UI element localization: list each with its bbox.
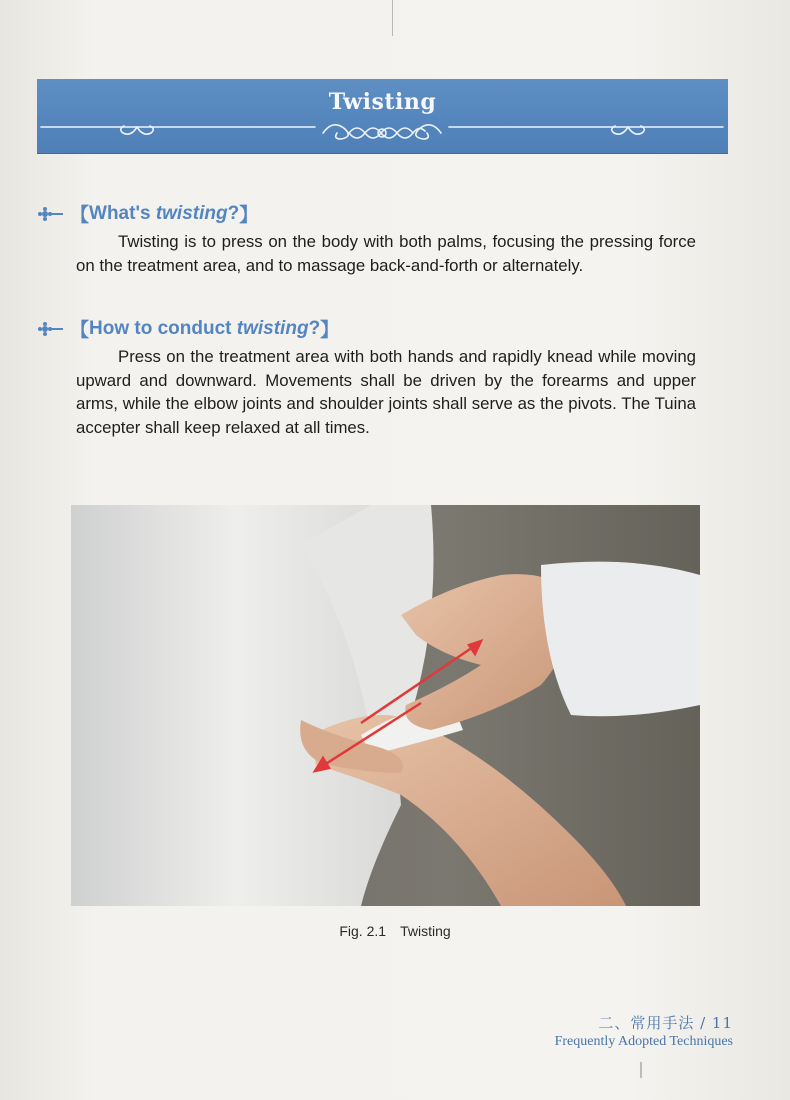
method-paragraph: Press on the treatment area with both hands and rapidly knead while moving upward and downward. Movements shall be driven by the forearms and upper arms, while the elbow joints and shoulder joints shall serve as the pivots. The Tuina accepter shall keep relaxed at all times. <box>76 347 696 437</box>
figure-caption: Fig. 2.1 Twisting <box>339 923 451 939</box>
page-fold-mark <box>392 0 393 36</box>
page-edge-mark <box>640 1062 642 1078</box>
footer-chapter-chinese: 二、常用手法 / 11 <box>598 1014 733 1032</box>
section-heading-definition: 【 What's twisting ? 】 <box>36 200 258 227</box>
banner-title: Twisting <box>328 89 437 115</box>
section-banner <box>37 79 728 153</box>
footer-chapter-english: Frequently Adopted Techniques <box>554 1034 733 1049</box>
flower-bullet-icon <box>36 321 64 337</box>
section-heading-method: 【 How to conduct twisting ? 】 <box>36 315 339 342</box>
figure-photo <box>71 505 700 906</box>
twisting-illustration <box>71 505 700 906</box>
definition-paragraph: Twisting is to press on the body with both palms, focusing the pressing force on the treatment area, and to massage back-and-forth or alternately. <box>76 232 696 275</box>
scroll-ornament-icon <box>37 119 728 147</box>
flower-bullet-icon <box>36 206 64 222</box>
